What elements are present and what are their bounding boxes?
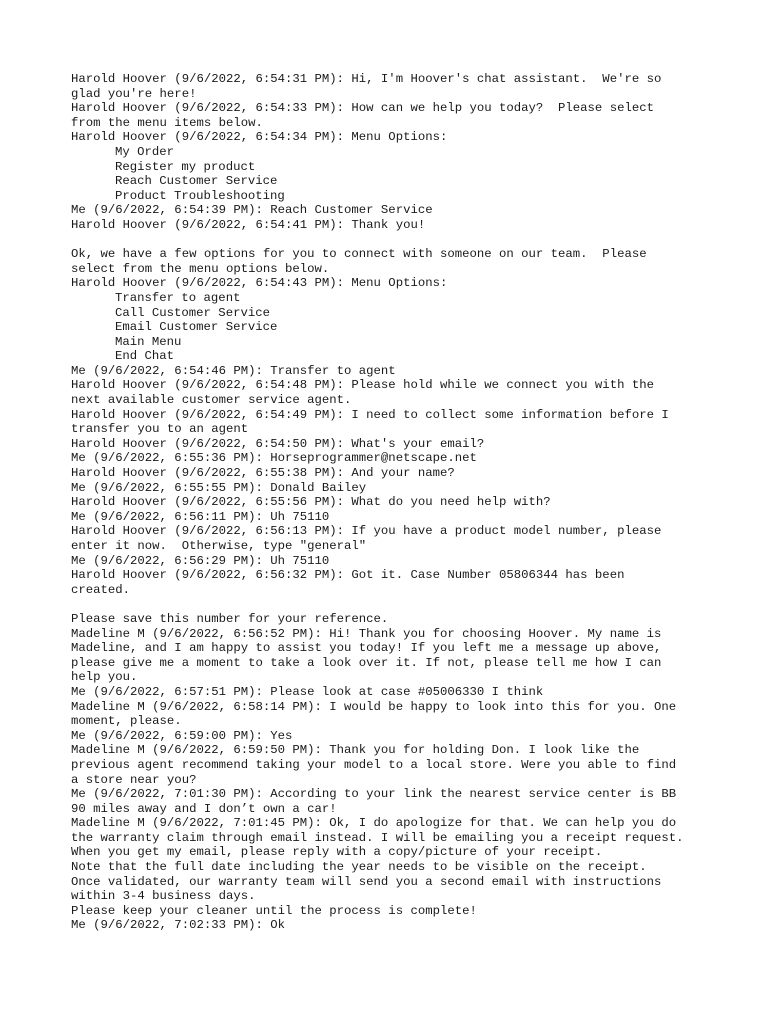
transcript-line: Harold Hoover (9/6/2022, 6:56:13 PM): If you have a product model number, please: [71, 524, 662, 539]
transcript-line: When you get my email, please reply with a copy/picture of your receipt.: [71, 845, 603, 860]
transcript-line: Once validated, our warranty team will send you a second email with instructions: [71, 874, 662, 889]
transcript-line: help you.: [71, 670, 138, 685]
transcript-line: Harold Hoover (9/6/2022, 6:54:33 PM): How can we help you today? Please select: [71, 101, 654, 116]
menu-option-line: Main Menu: [115, 334, 182, 349]
transcript-line: Me (9/6/2022, 6:57:51 PM): Please look at case #05006330 I think: [71, 684, 544, 699]
blank-line: [71, 233, 721, 248]
transcript-line: Me (9/6/2022, 6:54:39 PM): Reach Customer Service: [71, 203, 433, 218]
transcript-line: Ok, we have a few options for you to connect with someone on our team. Please: [71, 247, 647, 262]
transcript-line: Madeline M (9/6/2022, 6:56:52 PM): Hi! Thank you for choosing Hoover. My name is: [71, 626, 662, 641]
transcript-line: 90 miles away and I don’t own a car!: [71, 801, 337, 816]
transcript-line: Me (9/6/2022, 6:55:36 PM): Horseprogrammer@netscape.net: [71, 451, 477, 466]
menu-option-line: Call Customer Service: [115, 305, 270, 320]
transcript-line: next available customer service agent.: [71, 393, 352, 408]
blank-line: [71, 597, 721, 612]
transcript-line: Please keep your cleaner until the process is complete!: [71, 903, 477, 918]
transcript-line: Madeline M (9/6/2022, 7:01:45 PM): Ok, I do apologize for that. We can help you do: [71, 816, 677, 831]
transcript-line: glad you're here!: [71, 86, 197, 101]
chat-transcript: [71, 72, 721, 933]
menu-option-line: Register my product: [115, 159, 256, 174]
transcript-line: from the menu items below.: [71, 115, 263, 130]
transcript-line: previous agent recommend taking your model to a local store. Were you able to find: [71, 757, 677, 772]
transcript-line: Harold Hoover (9/6/2022, 6:55:38 PM): And your name?: [71, 466, 455, 481]
transcript-line: Me (9/6/2022, 6:55:55 PM): Donald Bailey: [71, 480, 367, 495]
menu-option-line: Transfer to agent: [115, 290, 241, 305]
transcript-line: Harold Hoover (9/6/2022, 6:54:41 PM): Thank you!: [71, 217, 426, 232]
menu-option-line: Reach Customer Service: [115, 174, 278, 189]
transcript-line: created.: [71, 582, 131, 597]
transcript-line: Harold Hoover (9/6/2022, 6:54:49 PM): I need to collect some information before I: [71, 407, 669, 422]
transcript-line: enter it now. Otherwise, type "general": [71, 539, 367, 553]
transcript-line: Harold Hoover (9/6/2022, 6:54:50 PM): What's your email?: [71, 436, 485, 451]
transcript-line: Harold Hoover (9/6/2022, 6:54:43 PM): Menu Options:: [71, 276, 448, 291]
transcript-line: the warranty claim through email instead. I will be emailing you a receipt request.: [71, 830, 684, 845]
transcript-line: Note that the full date including the year needs to be visible on the receipt.: [71, 860, 647, 875]
transcript-line: Me (9/6/2022, 6:54:46 PM): Transfer to agent: [71, 363, 396, 378]
transcript-line: Harold Hoover (9/6/2022, 6:55:56 PM): What do you need help with?: [71, 495, 551, 510]
transcript-line: Me (9/6/2022, 6:56:11 PM): Uh 75110: [71, 509, 330, 524]
transcript-line: Harold Hoover (9/6/2022, 6:54:34 PM): Menu Options:: [71, 130, 448, 145]
menu-option-line: End Chat: [115, 349, 175, 364]
menu-option-line: Product Troubleshooting: [115, 188, 285, 203]
transcript-line: Me (9/6/2022, 6:56:29 PM): Uh 75110: [71, 553, 330, 568]
transcript-line: Harold Hoover (9/6/2022, 6:54:31 PM): Hi, I'm Hoover's chat assistant. We're so: [71, 72, 662, 86]
transcript-line: Me (9/6/2022, 7:02:33 PM): Ok: [71, 918, 286, 933]
menu-option-line: Email Customer Service: [115, 320, 278, 335]
transcript-line: Please save this number for your reference.: [71, 611, 389, 626]
transcript-line: Madeline M (9/6/2022, 6:59:50 PM): Thank you for holding Don. I look like the: [71, 743, 640, 758]
transcript-line: Madeline, and I am happy to assist you today! If you left me a message up above,: [71, 641, 662, 656]
transcript-line: select from the menu options below.: [71, 261, 330, 276]
transcript-line: within 3-4 business days.: [71, 889, 256, 904]
menu-option-line: My Order: [115, 144, 175, 159]
transcript-line: Me (9/6/2022, 6:59:00 PM): Yes: [71, 728, 293, 743]
transcript-line: moment, please.: [71, 714, 182, 729]
transcript-line: a store near you?: [71, 772, 197, 787]
transcript-line: transfer you to an agent: [71, 422, 249, 437]
transcript-line: please give me a moment to take a look over it. If not, please tell me how I can: [71, 655, 662, 670]
transcript-line: Harold Hoover (9/6/2022, 6:56:32 PM): Got it. Case Number 05806344 has been: [71, 568, 625, 583]
transcript-line: Me (9/6/2022, 7:01:30 PM): According to your link the nearest service center is BB: [71, 787, 677, 802]
transcript-line: Madeline M (9/6/2022, 6:58:14 PM): I would be happy to look into this for you. One: [71, 699, 677, 714]
transcript-line: Harold Hoover (9/6/2022, 6:54:48 PM): Please hold while we connect you with the: [71, 378, 654, 393]
